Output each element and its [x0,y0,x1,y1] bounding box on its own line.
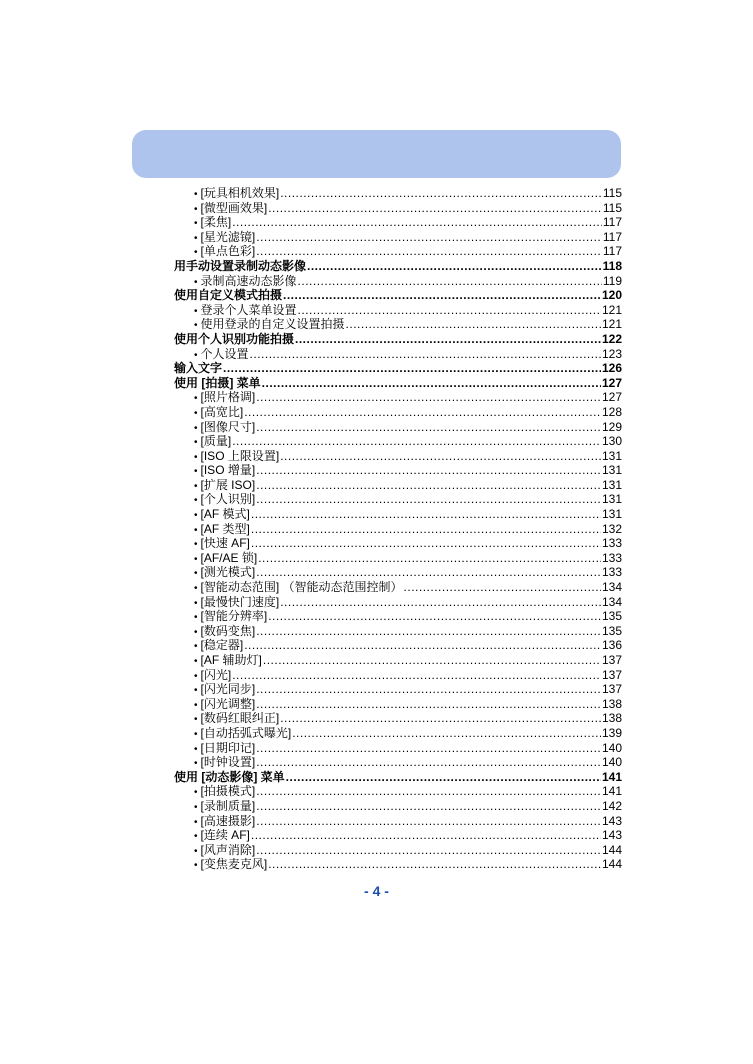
toc-entry-label: [拍摄模式] [200,784,256,799]
toc-entry-page: 123 [601,346,622,361]
dot-leader [251,828,601,843]
dot-leader [232,434,601,449]
toc-entry-page: 133 [601,550,622,565]
toc-subentry[interactable] [174,595,622,610]
toc-entry-page: 117 [602,244,622,259]
bullet-icon: • [194,816,198,828]
bullet-icon: • [194,597,198,609]
dot-leader [295,332,601,347]
dot-leader [268,201,602,216]
toc-entry-label: [最慢快门速度] [200,594,280,609]
bullet-icon: • [194,276,198,288]
dot-leader [298,303,601,318]
toc-entry-label: [闪光] [200,667,232,682]
toc-subentry[interactable] [174,784,622,799]
dot-leader [307,259,602,274]
toc-entry-label: [扩展 ISO] [200,477,256,492]
toc-entry-page: 138 [601,711,622,726]
toc-section-entry[interactable] [174,770,622,785]
dot-leader [268,609,601,624]
dot-leader [256,420,601,435]
dot-leader [256,682,601,697]
toc-entry-label: 登录个人菜单设置 [200,302,297,317]
bullet-icon: • [194,801,198,813]
toc-entry-page: 115 [602,200,622,215]
bullet-icon: • [194,743,198,755]
dot-leader [256,624,601,639]
bullet-icon: • [194,437,198,449]
toc-entry-page: 137 [601,653,622,667]
dot-leader [263,653,601,668]
toc-entry-page: 135 [601,623,622,638]
toc-entry-label: [时钟设置] [200,755,256,770]
toc-entry-page: 138 [601,696,622,711]
toc-entry-label: [测光模式] [200,565,256,580]
toc-subentry[interactable] [174,230,622,245]
toc-entry-page: 135 [601,609,622,624]
bullet-icon: • [194,232,198,244]
toc-entry-page: 134 [601,580,622,595]
toc-subentry[interactable] [174,814,622,829]
dot-leader [256,565,601,580]
toc-entry-label: 使用 [动态影像] 菜单 [174,769,285,784]
bullet-icon: • [194,349,198,361]
dot-leader [298,274,602,289]
toc-entry-page: 122 [601,331,622,346]
dot-leader [256,741,601,756]
toc-entry-label: [录制质量] [200,798,256,813]
bullet-icon: • [194,860,198,872]
dot-leader [256,478,601,493]
dot-leader [244,638,601,653]
page-number: - 4 - [364,883,389,899]
toc-entry-page: 118 [602,258,622,273]
bullet-icon: • [194,612,198,624]
dot-leader [256,814,601,829]
toc-entry-label: [高宽比] [200,404,244,419]
dot-leader [256,799,601,814]
toc-section-entry[interactable] [174,288,622,303]
toc-subentry[interactable] [174,638,622,653]
toc-entry-page: 131 [601,477,622,492]
toc-entry-label: [AF 模式] [200,507,250,522]
dot-leader [280,186,602,201]
bullet-icon: • [194,714,198,726]
toc-entry-page: 127 [601,375,622,390]
dot-leader [280,595,601,610]
bullet-icon: • [194,641,198,653]
toc-entry-label: [玩具相机效果] [200,186,280,200]
bullet-icon: • [194,524,198,536]
toc-entry-page: 139 [601,725,622,740]
toc-entry-page: 142 [601,798,622,813]
toc-entry-page: 140 [601,740,622,755]
toc-subentry[interactable] [174,668,622,683]
toc-entry-page: 141 [601,769,622,784]
dot-leader [256,492,601,507]
toc-entry-page: 137 [601,682,622,697]
toc-entry-label: [变焦麦克风] [200,857,268,872]
bullet-icon: • [194,699,198,711]
bullet-icon: • [194,758,198,770]
toc-entry-page: 131 [601,448,622,463]
toc-subentry[interactable] [174,565,622,580]
toc-entry-page: 131 [601,507,622,522]
dot-leader [280,449,601,464]
toc-section-entry[interactable] [174,259,622,274]
toc-entry-page: 144 [601,857,622,872]
toc-entry-page: 134 [601,594,622,609]
toc-entry-label: [快速 AF] [200,536,250,551]
toc-entry-label: [图像尺寸] [200,419,256,434]
toc-entry-label: [照片格调] [200,390,256,405]
toc-entry-label: [稳定器] [200,638,244,653]
table-of-contents [174,186,622,872]
bullet-icon: • [194,568,198,580]
dot-leader [251,536,601,551]
bullet-icon: • [194,466,198,478]
dot-leader [256,463,601,478]
toc-entry-label: [数码变焦] [200,623,256,638]
toc-subentry[interactable] [174,463,622,478]
toc-entry-label: [质量] [200,434,232,449]
dot-leader [251,522,601,537]
toc-subentry[interactable] [174,711,622,726]
toc-entry-label: 输入文字 [174,361,223,376]
toc-entry-label: [智能分辨率] [200,609,268,624]
bullet-icon: • [194,480,198,492]
dot-leader [256,697,601,712]
dot-leader [268,857,601,872]
dot-leader [251,507,601,522]
toc-entry-label: [ISO 上限设置] [200,448,280,463]
toc-entry-page: 143 [601,828,622,843]
toc-subentry[interactable] [174,697,622,712]
bullet-icon: • [194,553,198,565]
toc-entry-label: [单点色彩] [200,244,256,259]
toc-entry-page: 136 [601,638,622,653]
toc-subentry[interactable] [174,507,622,522]
toc-entry-label: [微型画效果] [200,200,268,215]
dot-leader [256,755,601,770]
toc-section-entry[interactable] [174,361,622,376]
toc-subentry[interactable] [174,317,622,332]
toc-subentry[interactable] [174,215,622,230]
toc-subentry[interactable] [174,405,622,420]
toc-entry-label: [个人识别] [200,492,256,507]
toc-subentry[interactable] [174,347,622,362]
toc-entry-page: 137 [601,667,622,682]
toc-subentry[interactable] [174,449,622,464]
toc-subentry[interactable] [174,303,622,318]
toc-entry-page: 126 [601,361,622,376]
toc-entry-page: 130 [601,434,622,449]
toc-entry-label: [智能动态范围] （智能动态范围控制） [200,580,403,595]
toc-entry-page: 119 [602,273,622,288]
toc-entry-page: 127 [601,390,622,405]
toc-entry-page: 120 [601,288,622,303]
toc-subentry[interactable] [174,536,622,551]
bullet-icon: • [194,495,198,507]
toc-entry-label: 用手动设置录制动态影像 [174,258,307,273]
bullet-icon: • [194,305,198,317]
toc-entry-label: [AF 辅助灯] [200,653,262,667]
toc-subentry[interactable] [174,522,622,537]
toc-subentry[interactable] [174,492,622,507]
toc-entry-label: [日期印记] [200,740,256,755]
toc-subentry[interactable] [174,624,622,639]
toc-subentry[interactable] [174,580,622,595]
toc-entry-page: 133 [601,536,622,551]
bullet-icon: • [194,320,198,332]
dot-leader [280,711,601,726]
bullet-icon: • [194,656,198,667]
toc-entry-label: [连续 AF] [200,828,250,843]
toc-entry-page: 115 [602,186,622,200]
toc-entry-page: 133 [601,565,622,580]
toc-subentry[interactable] [174,609,622,624]
toc-entry-page: 128 [601,404,622,419]
toc-subentry[interactable] [174,755,622,770]
toc-entry-label: [闪光同步] [200,682,256,697]
toc-subentry[interactable] [174,828,622,843]
toc-subentry[interactable] [174,726,622,741]
bullet-icon: • [194,510,198,522]
toc-entry-page: 129 [601,419,622,434]
dot-leader [256,230,602,245]
dot-leader [256,244,602,259]
bullet-icon: • [194,407,198,419]
toc-subentry[interactable] [174,799,622,814]
dot-leader [262,376,601,391]
toc-entry-label: 使用个人识别功能拍摄 [174,331,295,346]
toc-entry-label: 使用登录的自定义设置拍摄 [200,317,345,332]
toc-entry-label: [闪光调整] [200,696,256,711]
bullet-icon: • [194,451,198,463]
toc-entry-page: 140 [601,755,622,770]
bullet-icon: • [194,393,198,405]
toc-subentry[interactable] [174,682,622,697]
toc-subentry[interactable] [174,857,622,872]
toc-section-entry[interactable] [174,376,622,391]
bullet-icon: • [194,247,198,259]
toc-subentry[interactable] [174,434,622,449]
toc-entry-page: 121 [601,317,622,332]
toc-subentry[interactable] [174,843,622,858]
toc-subentry[interactable] [174,551,622,566]
toc-entry-label: [AF/AE 锁] [200,550,258,565]
dot-leader [256,843,601,858]
dot-leader [250,347,601,362]
bullet-icon: • [194,670,198,682]
bullet-icon: • [194,583,198,595]
toc-subentry[interactable] [174,186,622,201]
toc-entry-page: 141 [601,784,622,799]
toc-entry-label: 使用 [拍摄] 菜单 [174,375,261,390]
toc-entry-label: [AF 类型] [200,521,250,536]
toc-entry-page: 132 [601,521,622,536]
toc-section-entry[interactable] [174,332,622,347]
toc-entry-label: [柔焦] [200,215,232,230]
dot-leader [346,317,601,332]
toc-entry-page: 131 [601,492,622,507]
toc-entry-page: 144 [601,842,622,857]
dot-leader [283,288,601,303]
bullet-icon: • [194,831,198,843]
toc-subentry[interactable] [174,653,622,668]
dot-leader [223,361,601,376]
toc-entry-label: [自动括弧式曝光] [200,725,292,740]
bullet-icon: • [194,845,198,857]
toc-entry-page: 117 [602,229,622,244]
bullet-icon: • [194,626,198,638]
bullet-icon: • [194,189,198,200]
toc-entry-label: 个人设置 [200,346,249,361]
bullet-icon: • [194,685,198,697]
toc-subentry[interactable] [174,420,622,435]
toc-entry-label: [风声消除] [200,842,256,857]
toc-entry-page: 121 [601,302,622,317]
toc-entry-label: [ISO 增量] [200,463,256,478]
toc-entry-label: [高速摄影] [200,813,256,828]
toc-subentry[interactable] [174,201,622,216]
toc-subentry[interactable] [174,390,622,405]
dot-leader [256,784,601,799]
toc-subentry[interactable] [174,741,622,756]
dot-leader [232,215,602,230]
toc-entry-page: 131 [601,463,622,478]
bullet-icon: • [194,218,198,230]
toc-subentry[interactable] [174,274,622,289]
toc-entry-label: [数码红眼纠正] [200,711,280,726]
header-band [132,130,621,178]
toc-entry-page: 143 [601,813,622,828]
dot-leader [286,770,601,785]
bullet-icon: • [194,539,198,551]
toc-entry-label: [星光滤镜] [200,229,256,244]
bullet-icon: • [194,422,198,434]
dot-leader [256,390,601,405]
bullet-icon: • [194,787,198,799]
dot-leader [404,580,601,595]
bullet-icon: • [194,728,198,740]
bullet-icon: • [194,203,198,215]
dot-leader [232,668,601,683]
dot-leader [258,551,601,566]
toc-subentry[interactable] [174,478,622,493]
dot-leader [244,405,601,420]
toc-entry-label: 使用自定义模式拍摄 [174,288,283,303]
toc-subentry[interactable] [174,244,622,259]
toc-entry-page: 117 [602,215,622,230]
dot-leader [292,726,601,741]
toc-entry-label: 录制高速动态影像 [200,273,297,288]
